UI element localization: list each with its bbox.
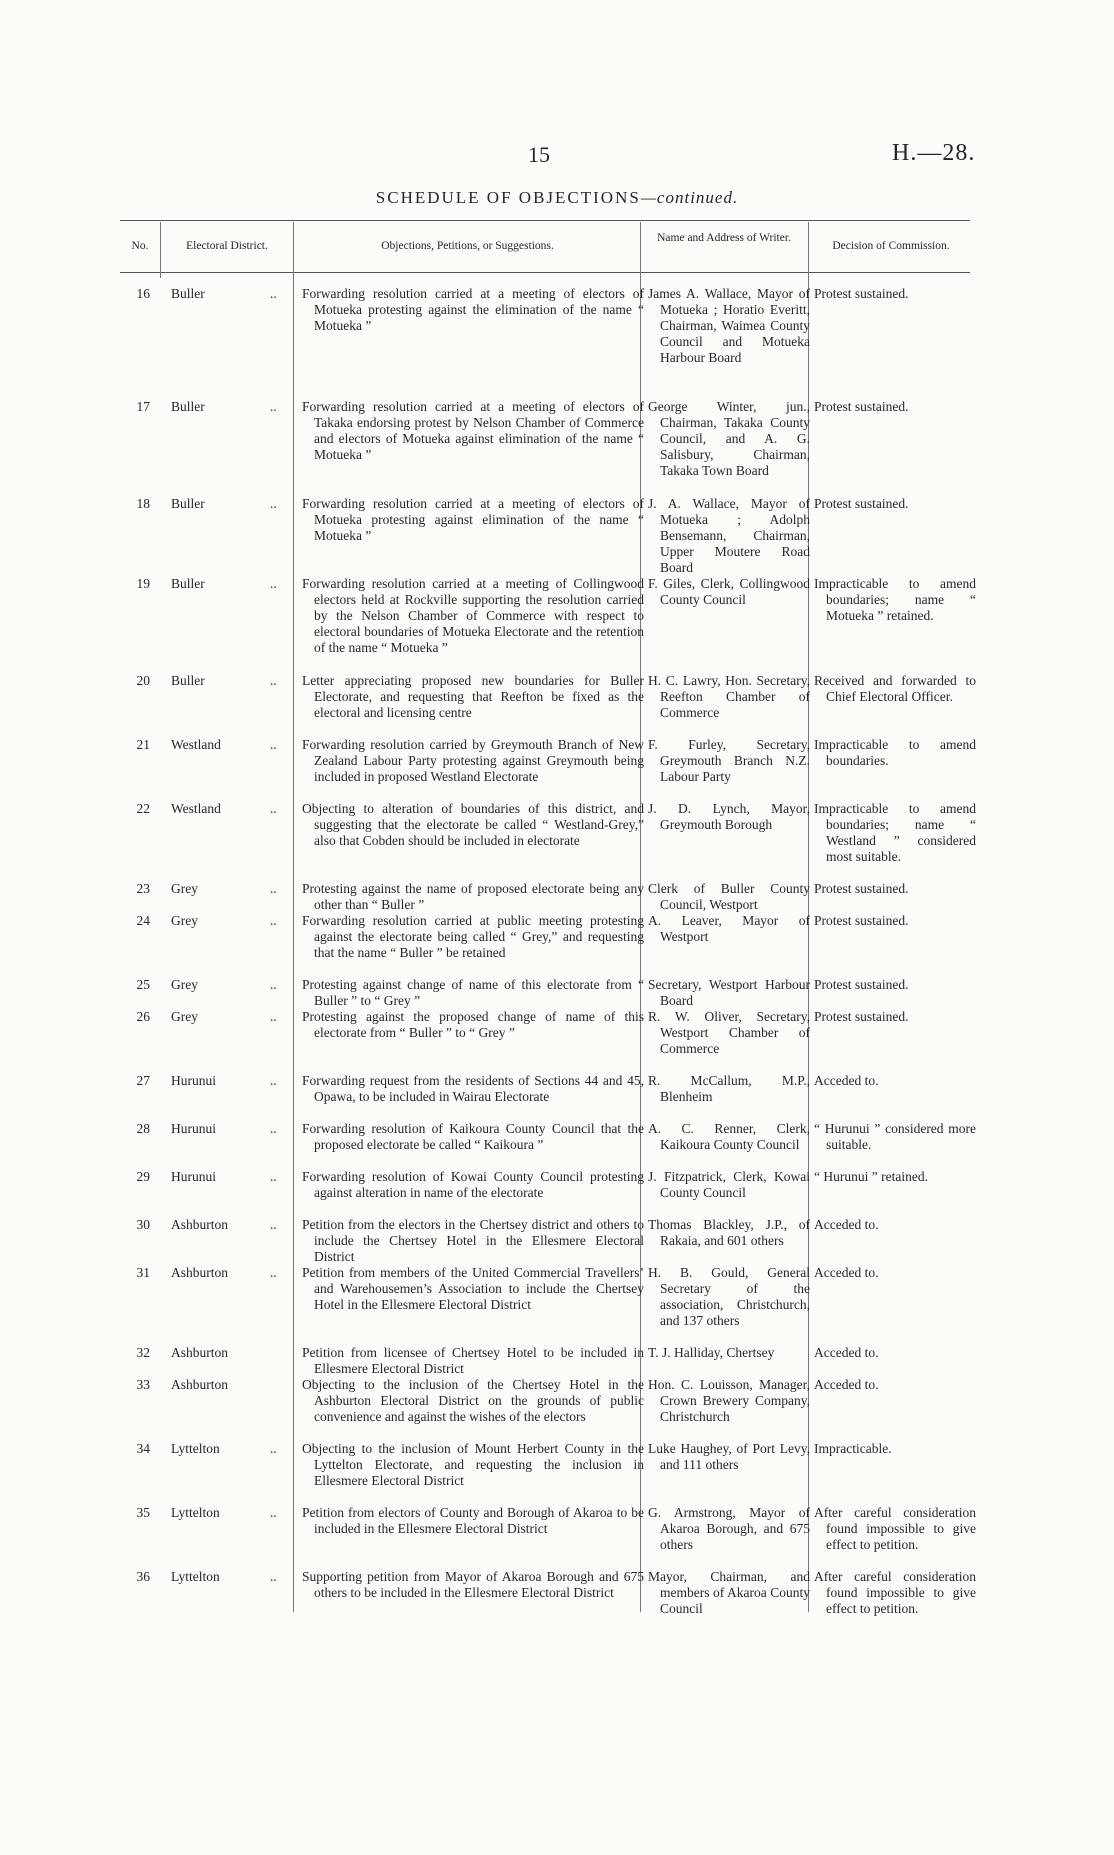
row-writer: Luke Haughey, of Port Levy, and 111 others	[648, 1441, 810, 1472]
column-header-objections: Objections, Petitions, or Suggestions.	[381, 240, 554, 252]
row-decision: Acceded to.	[814, 1377, 879, 1392]
row-district: Ashburton	[171, 1265, 228, 1280]
row-objection: Petition from electors of County and Borough of Akaroa to be included in the Ellesmere Electoral District	[302, 1505, 644, 1536]
row-number: 34	[136, 1441, 150, 1456]
row-objection: Protesting against change of name of this electorate from “ Buller ” to “ Grey ”	[302, 977, 644, 1008]
title-text: SCHEDULE OF OBJECTIONS	[375, 188, 641, 207]
row-decision: Acceded to.	[814, 1265, 879, 1280]
row-writer: F. Furley, Secretary, Greymouth Branch N.Z. Labour Party	[648, 737, 810, 784]
row-writer: Mayor, Chairman, and members of Akaroa County Council	[648, 1569, 810, 1616]
row-dots: ..	[270, 399, 277, 414]
row-dots: ..	[270, 286, 277, 301]
row-dots: ..	[270, 801, 277, 816]
row-dots: ..	[270, 1217, 277, 1232]
row-district: Ashburton	[171, 1217, 228, 1232]
row-number: 20	[136, 673, 150, 688]
row-dots: ..	[270, 673, 277, 688]
row-number: 25	[136, 977, 150, 992]
page-number: 15	[528, 142, 550, 167]
row-objection: Objecting to alteration of boundaries of this district, and suggesting that the electorate be called “ Westland-Grey,” also that Cobden should be included in electorate	[302, 801, 644, 848]
row-number: 31	[136, 1265, 150, 1280]
row-objection: Forwarding resolution of Kaikoura County Council that the proposed electorate be called “ Kaikoura ”	[302, 1121, 644, 1152]
row-decision: Protest sustained.	[814, 286, 909, 301]
column-header-district: Electoral District.	[186, 240, 268, 252]
row-number: 22	[136, 801, 150, 816]
row-decision: Protest sustained.	[814, 399, 909, 414]
row-dots: ..	[270, 1169, 277, 1184]
row-district: Lyttelton	[171, 1441, 220, 1456]
row-decision: Acceded to.	[814, 1217, 879, 1232]
row-writer: George Winter, jun., Chairman, Takaka County Council, and A. G. Salisbury, Chairman, Takaka Town Board	[648, 399, 810, 478]
row-writer: F. Giles, Clerk, Collingwood County Council	[648, 576, 810, 607]
row-number: 26	[136, 1009, 150, 1024]
row-district: Buller	[171, 496, 205, 511]
row-district: Ashburton	[171, 1377, 228, 1392]
row-number: 30	[136, 1217, 150, 1232]
row-decision: Protest sustained.	[814, 913, 909, 928]
row-decision: Impracticable to amend boundaries; name “ Westland ” considered most suitable.	[814, 801, 976, 864]
row-district: Westland	[171, 801, 221, 816]
row-district: Hurunui	[171, 1121, 216, 1136]
row-objection: Forwarding resolution carried at a meeting of Collingwood electors held at Rockville supporting the resolution carried by the Nelson Chamber of Commerce with respect to electoral boundaries of Motueka Electorate and the retention of the name “ Motueka ”	[302, 576, 644, 655]
row-decision: “ Hurunui ” retained.	[814, 1169, 928, 1184]
row-number: 29	[136, 1169, 150, 1184]
row-number: 24	[136, 913, 150, 928]
row-writer: G. Armstrong, Mayor of Akaroa Borough, and 675 others	[648, 1505, 810, 1552]
row-objection: Forwarding resolution carried at public meeting protesting against the electorate being called “ Grey,” and requesting that the name “ Buller ” be retained	[302, 913, 644, 960]
row-district: Ashburton	[171, 1345, 228, 1360]
row-objection: Protesting against the proposed change of name of this electorate from “ Buller ” to “ Grey ”	[302, 1009, 644, 1040]
row-objection: Forwarding request from the residents of Sections 44 and 45, Opawa, to be included in Wairau Electorate	[302, 1073, 644, 1104]
row-decision: After careful consideration found impossible to give effect to petition.	[814, 1569, 976, 1616]
row-number: 36	[136, 1569, 150, 1584]
column-divider	[160, 222, 161, 278]
row-writer: H. B. Gould, General Secretary of the association, Christchurch, and 137 others	[648, 1265, 810, 1328]
row-district: Hurunui	[171, 1073, 216, 1088]
row-dots: ..	[270, 1073, 277, 1088]
page-title	[0, 188, 1114, 208]
row-dots: ..	[270, 1009, 277, 1024]
column-header-decision: Decision of Commission.	[832, 240, 950, 252]
row-writer: Hon. C. Louisson, Manager, Crown Brewery Company, Christchurch	[648, 1377, 810, 1424]
title-continued: —continued.	[640, 188, 739, 207]
row-number: 16	[136, 286, 150, 301]
row-decision: Protest sustained.	[814, 977, 909, 992]
row-writer: H. C. Lawry, Hon. Secretary, Reefton Chamber of Commerce	[648, 673, 810, 720]
row-dots: ..	[270, 1441, 277, 1456]
column-divider	[293, 222, 294, 1612]
row-writer: Thomas Blackley, J.P., of Rakaia, and 601 others	[648, 1217, 810, 1248]
row-district: Hurunui	[171, 1169, 216, 1184]
row-writer: R. W. Oliver, Secretary, Westport Chamber of Commerce	[648, 1009, 810, 1056]
row-decision: After careful consideration found impossible to give effect to petition.	[814, 1505, 976, 1552]
row-district: Westland	[171, 737, 221, 752]
row-number: 18	[136, 496, 150, 511]
row-number: 19	[136, 576, 150, 591]
row-dots: ..	[270, 913, 277, 928]
row-decision: Protest sustained.	[814, 1009, 909, 1024]
document-reference: H.—28.	[892, 140, 976, 166]
row-writer: Secretary, Westport Harbour Board	[648, 977, 810, 1008]
row-decision: Received and forwarded to Chief Electoral Officer.	[814, 673, 976, 704]
row-district: Buller	[171, 286, 205, 301]
row-district: Buller	[171, 673, 205, 688]
row-objection: Letter appreciating proposed new boundaries for Buller Electorate, and requesting that Reefton be fixed as the electoral and licensing centre	[302, 673, 644, 720]
row-objection: Petition from the electors in the Chertsey district and others to include the Chertsey Hotel in the Ellesmere Electoral District	[302, 1217, 644, 1264]
row-writer: T. J. Halliday, Chertsey	[648, 1345, 775, 1360]
row-objection: Petition from licensee of Chertsey Hotel to be included in Ellesmere Electoral District	[302, 1345, 644, 1376]
row-decision: Impracticable.	[814, 1441, 892, 1456]
row-decision: Impracticable to amend boundaries; name “ Motueka ” retained.	[814, 576, 976, 623]
row-dots: ..	[270, 1569, 277, 1584]
column-header-no: No.	[131, 240, 149, 252]
row-number: 17	[136, 399, 150, 414]
row-objection: Protesting against the name of proposed electorate being any other than “ Buller ”	[302, 881, 644, 912]
row-district: Lyttelton	[171, 1505, 220, 1520]
row-district: Buller	[171, 576, 205, 591]
row-decision: Impracticable to amend boundaries.	[814, 737, 976, 768]
row-objection: Forwarding resolution of Kowai County Council protesting against alteration in name of the electorate	[302, 1169, 644, 1200]
row-dots: ..	[270, 977, 277, 992]
row-district: Lyttelton	[171, 1569, 220, 1584]
row-dots: ..	[270, 1265, 277, 1280]
row-objection: Forwarding resolution carried at a meeting of electors of Takaka endorsing protest by Nelson Chamber of Commerce and electors of Motueka against elimination of the name “ Motueka ”	[302, 399, 644, 462]
row-decision: Protest sustained.	[814, 496, 909, 511]
row-decision: Acceded to.	[814, 1073, 879, 1088]
row-objection: Supporting petition from Mayor of Akaroa Borough and 675 others to be included in the Ellesmere Electoral District	[302, 1569, 644, 1600]
row-objection: Forwarding resolution carried at a meeting of electors of Motueka protesting against the elimination of the name “ Motueka ”	[302, 286, 644, 333]
row-objection: Petition from members of the United Commercial Travellers’ and Warehousemen’s Association to include the Chertsey Hotel in the Ellesmere Electoral District	[302, 1265, 644, 1312]
row-dots: ..	[270, 1121, 277, 1136]
column-header-writer: Name and Address of Writer.	[657, 232, 791, 244]
row-objection: Objecting to the inclusion of the Chertsey Hotel in the Ashburton Electoral District on the grounds of public convenience and against the wishes of the electors	[302, 1377, 644, 1424]
row-dots: ..	[270, 737, 277, 752]
row-number: 27	[136, 1073, 150, 1088]
row-number: 21	[136, 737, 150, 752]
row-number: 23	[136, 881, 150, 896]
row-dots: ..	[270, 1505, 277, 1520]
row-district: Grey	[171, 1009, 198, 1024]
row-writer: J. D. Lynch, Mayor, Greymouth Borough	[648, 801, 810, 832]
row-objection: Forwarding resolution carried by Greymouth Branch of New Zealand Labour Party protesting against Greymouth being included in proposed Westland Electorate	[302, 737, 644, 784]
row-dots: ..	[270, 881, 277, 896]
row-district: Grey	[171, 913, 198, 928]
row-district: Grey	[171, 881, 198, 896]
table-top-rule	[120, 220, 970, 221]
row-writer: James A. Wallace, Mayor of Motueka ; Horatio Everitt, Chairman, Waimea County Council and Motueka Harbour Board	[648, 286, 810, 365]
row-writer: Clerk of Buller County Council, Westport	[648, 881, 810, 912]
row-decision: Acceded to.	[814, 1345, 879, 1360]
row-writer: A. Leaver, Mayor of Westport	[648, 913, 810, 944]
row-writer: R. McCallum, M.P., Blenheim	[648, 1073, 810, 1104]
row-decision: Protest sustained.	[814, 881, 909, 896]
row-writer: J. Fitzpatrick, Clerk, Kowai County Council	[648, 1169, 810, 1200]
row-district: Grey	[171, 977, 198, 992]
row-number: 35	[136, 1505, 150, 1520]
table-header-rule	[120, 272, 970, 273]
row-dots: ..	[270, 576, 277, 591]
row-number: 33	[136, 1377, 150, 1392]
row-dots: ..	[270, 496, 277, 511]
row-objection: Objecting to the inclusion of Mount Herbert County in the Lyttelton Electorate, and requesting the inclusion in Ellesmere Electoral District	[302, 1441, 644, 1488]
row-writer: J. A. Wallace, Mayor of Motueka ; Adolph Bensemann, Chairman, Upper Moutere Road Board	[648, 496, 810, 575]
row-objection: Forwarding resolution carried at a meeting of electors of Motueka protesting against elimination of the name “ Motueka ”	[302, 496, 644, 543]
row-number: 32	[136, 1345, 150, 1360]
row-number: 28	[136, 1121, 150, 1136]
row-district: Buller	[171, 399, 205, 414]
row-decision: “ Hurunui ” considered more suitable.	[814, 1121, 976, 1152]
row-writer: A. C. Renner, Clerk, Kaikoura County Council	[648, 1121, 810, 1152]
